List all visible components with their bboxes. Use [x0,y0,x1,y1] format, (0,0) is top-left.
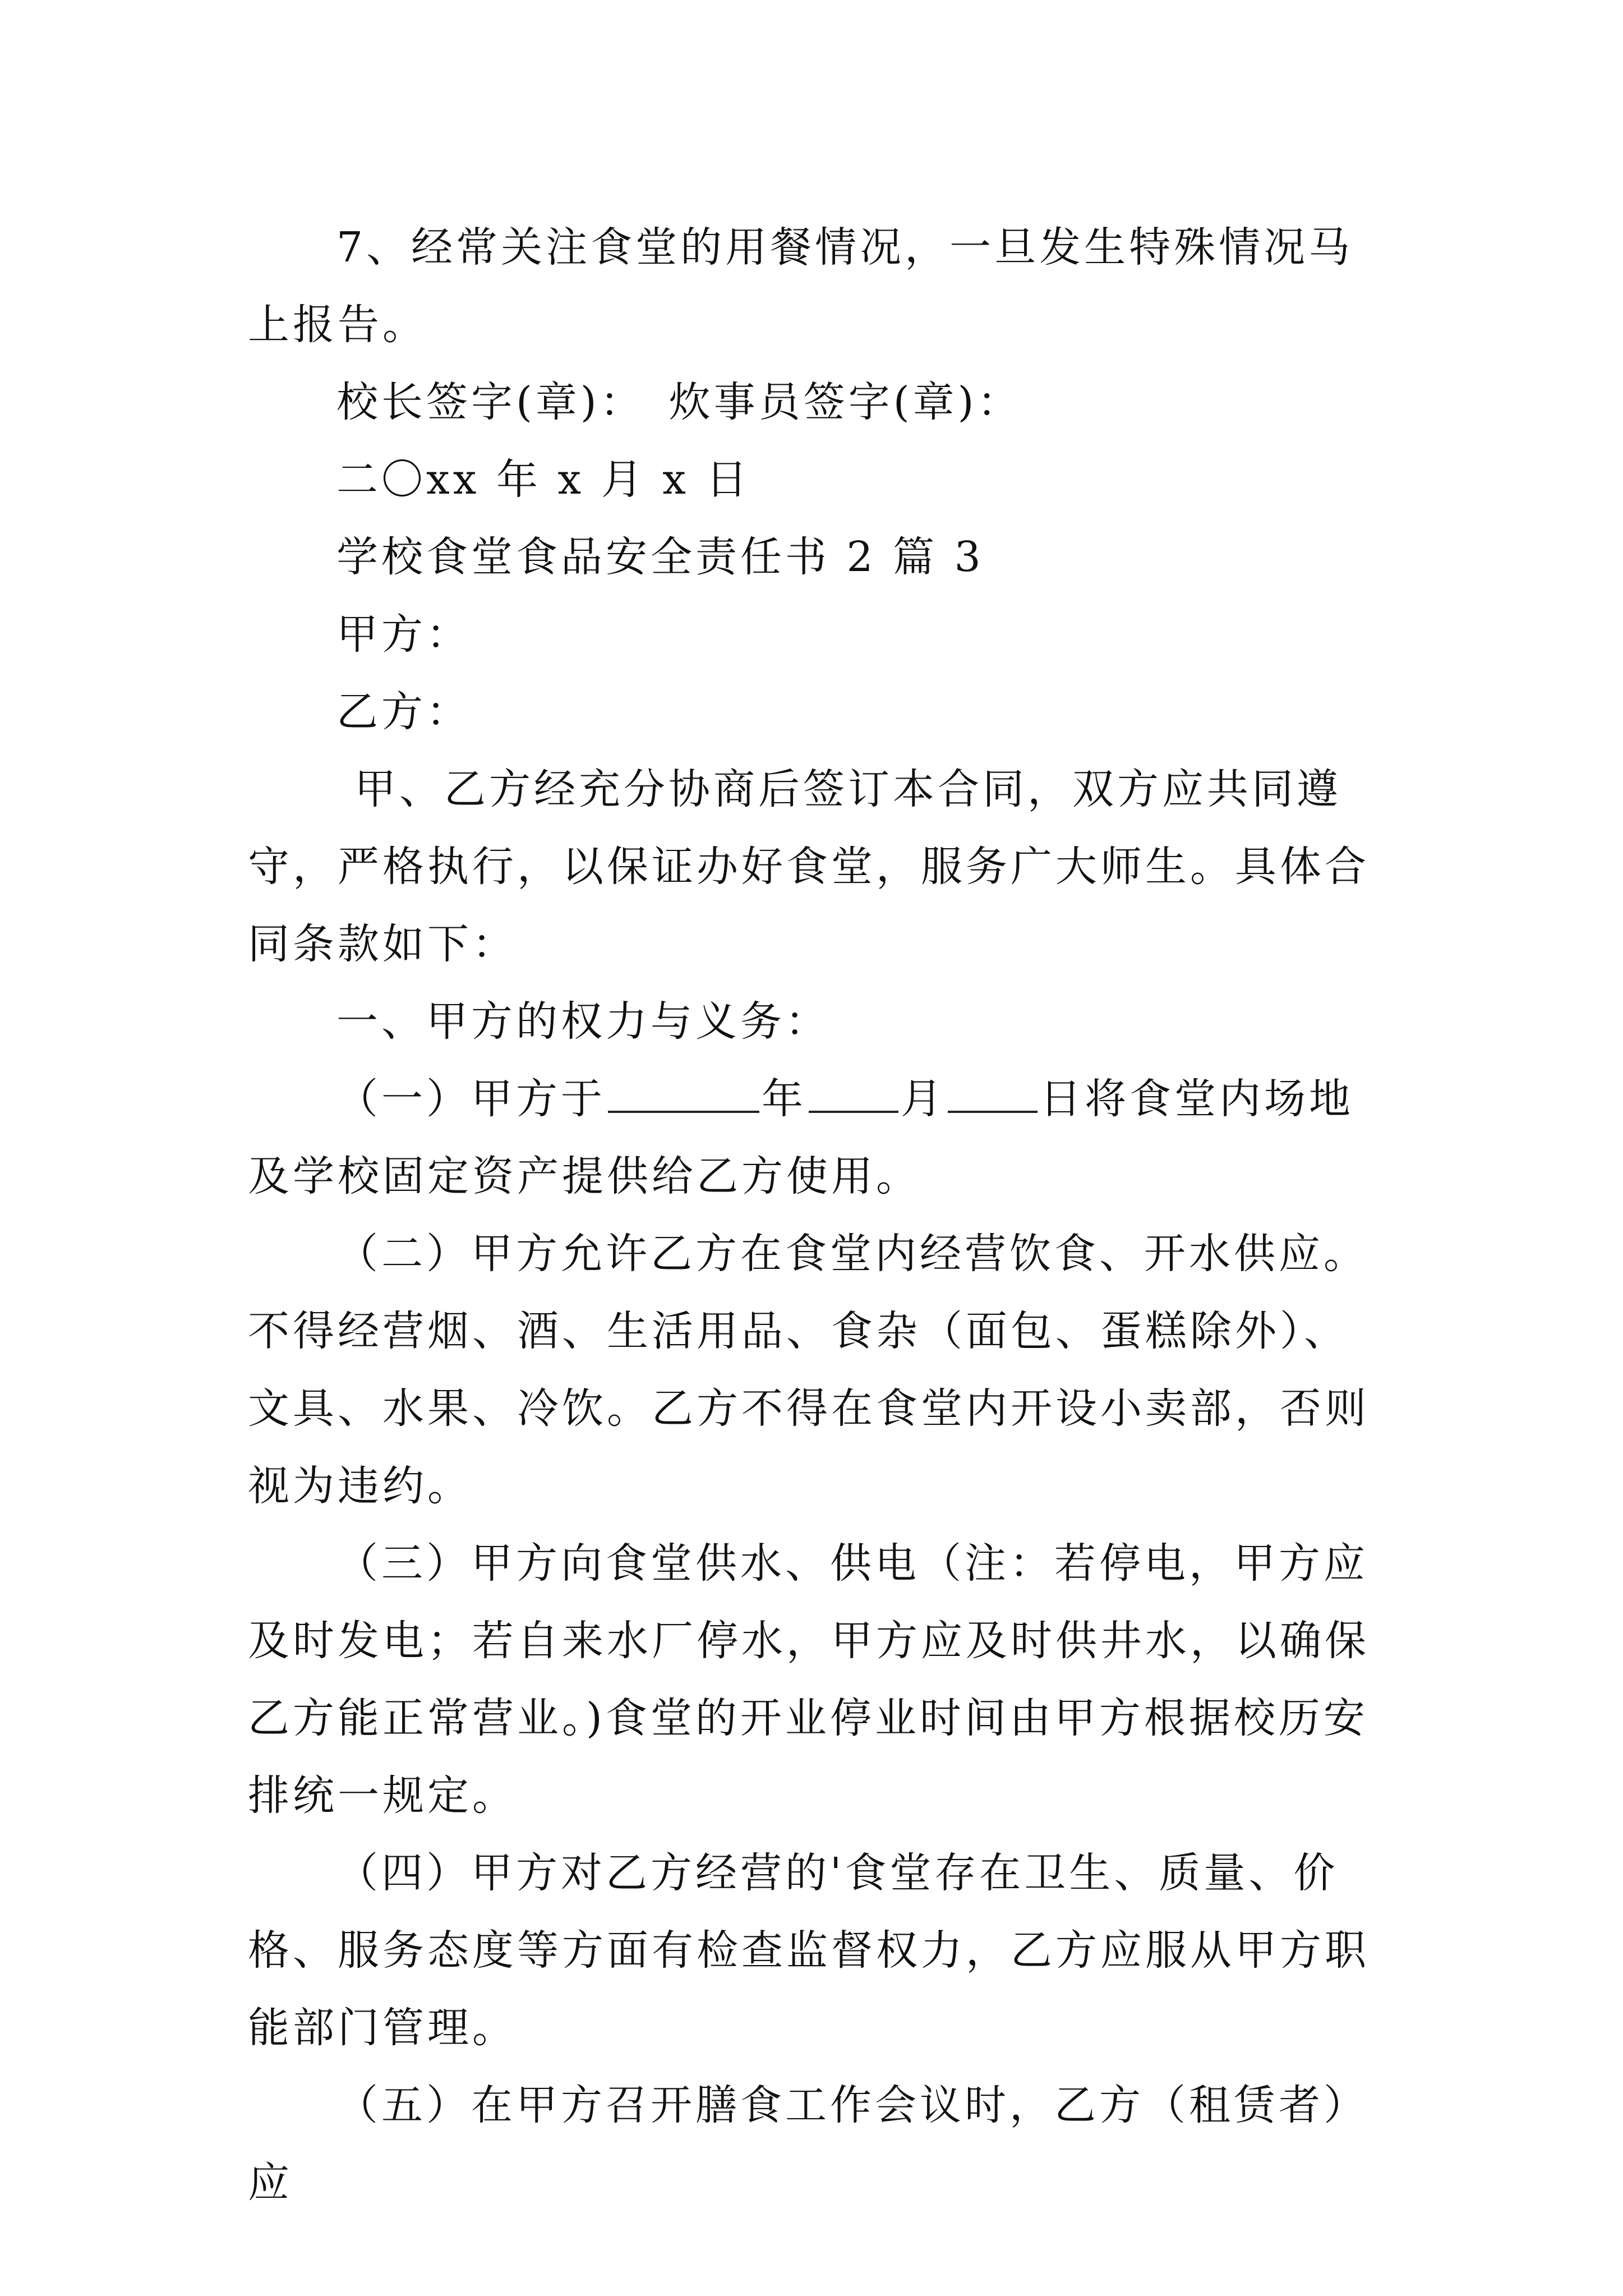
clause-5: （五）在甲方召开膳食工作会议时，乙方（租赁者）应 [248,2081,1368,2207]
month-blank [809,1075,898,1113]
signature-line: 校长签字(章)： 炊事员签字(章)： [336,378,1022,426]
clause-2: （二）甲方允许乙方在食堂内经营饮食、开水供应。不得经营烟、酒、生活用品、食杂（面包、蛋糕除外）、文具、水果、冷饮。乙方不得在食堂内开设小卖部，否则视为违约。 [248,1230,1370,1510]
clause-1-year: 年 [762,1075,806,1123]
clause-1-suffix: 日将食堂内场地及学校固定资产提供给乙方使用。 [248,1075,1354,1200]
year-blank [608,1075,759,1113]
clause-1 [248,1060,1375,1215]
party-a-label: 甲方： [336,610,471,659]
clause-4: （四）甲方对乙方经营的'食堂存在卫生、质量、价格、服务态度等方面有检查监督权力，乙方应服从甲方职能部门管理。 [248,1849,1370,2052]
contract-intro: 甲、乙方经充分协商后签订本合同，双方应共同遵守，严格执行，以保证办好食堂，服务广大师生。具体合同条款如下： [248,765,1370,968]
party-b-label: 乙方： [336,688,471,736]
heading-party-a-rights: 一、甲方的权力与义务： [336,997,830,1046]
clause-1-month: 月 [901,1075,946,1123]
document-body [248,209,1375,2221]
date-line: 二〇xx 年 x 月 x 日 [336,455,751,504]
paragraph-item-7: 7、经常关注食堂的用餐情况，一旦发生特殊情况马上报告。 [248,223,1354,349]
clause-1-prefix: （一）甲方于 [336,1075,606,1123]
day-blank [948,1075,1038,1113]
clause-3: （三）甲方向食堂供水、供电（注：若停电，甲方应及时发电；若自来水厂停水，甲方应及时供井水，以确保乙方能正常营业。)食堂的开业停业时间由甲方根据校历安排统一规定。 [248,1539,1370,1820]
section-title: 学校食堂食品安全责任书 2 篇 3 [336,533,984,581]
